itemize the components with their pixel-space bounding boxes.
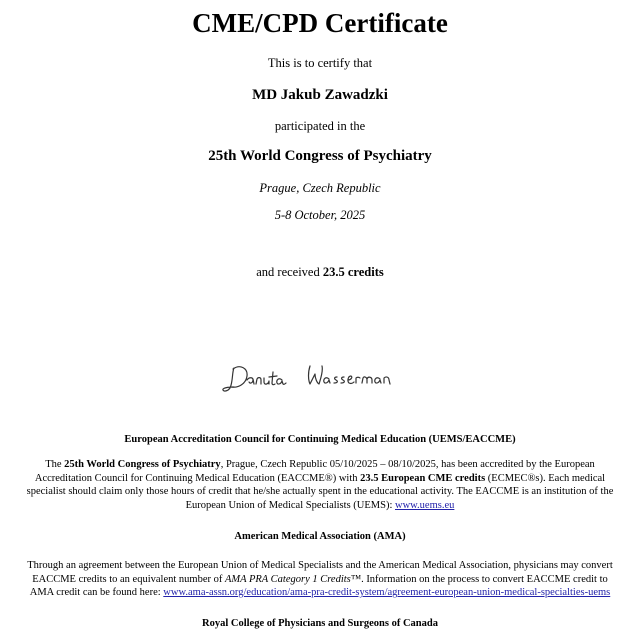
event-dates: 5-8 October, 2025 <box>274 208 366 222</box>
eaccme-paragraph <box>12 458 628 512</box>
ama-line-2-suffix: . Information on the process to convert EACCME credit to <box>361 573 608 585</box>
ama-line-2-prefix: EACCME credits to an equivalent number of <box>32 573 225 585</box>
eaccme-line-4 <box>12 499 628 513</box>
ama-line-3-prefix: AMA credit can be found here: <box>29 587 164 599</box>
ama-line-1: Through an agreement between the European Union of Medical Specialists and the American Medical Association, physicians may convert <box>27 560 613 571</box>
eaccme-line-2-prefix: Accreditation Council for Continuing Medical Education (EACCME®) with <box>34 472 361 484</box>
recipient-name: MD Jakub Zawadzki <box>252 87 388 103</box>
uems-link[interactable]: www.uems.eu <box>394 499 455 511</box>
eaccme-heading: European Accreditation Council for Continuing Medical Education (UEMS/EACCME) <box>124 434 516 445</box>
event-location: Prague, Czech Republic <box>259 181 381 195</box>
eaccme-line-1-suffix: , Prague, Czech Republic 05/10/2025 – 08/10/2025, has been accredited by the European <box>220 459 595 470</box>
ama-credits-name: AMA PRA Category 1 Credits™ <box>224 573 362 585</box>
eaccme-line-1 <box>12 458 628 472</box>
ama-line-2 <box>12 573 628 587</box>
participated-text: participated in the <box>274 119 366 133</box>
certificate-title: CME/CPD Certificate <box>192 8 448 38</box>
eaccme-line-4-prefix: European Union of Medical Specialists (UEMS): <box>185 499 395 511</box>
ama-heading: American Medical Association (AMA) <box>234 531 406 542</box>
eaccme-credits: 23.5 European CME credits <box>360 472 486 484</box>
eaccme-event-name: 25th World Congress of Psychiatry <box>64 459 221 470</box>
eaccme-line-2-suffix: (ECMEC®s). Each medical <box>485 472 606 484</box>
ama-paragraph <box>12 559 628 600</box>
eaccme-line-3: specialist should claim only those hours of credit that he/she actually spent in the educational activity. The EACCME is an institution of the <box>26 486 614 498</box>
ama-line-3 <box>12 586 628 600</box>
ama-link[interactable]: www.ama-assn.org/education/ama-pra-credit-system/agreement-european-union-medical-specialties-uems <box>163 587 611 599</box>
eaccme-line-1-prefix: The <box>45 459 65 470</box>
credits-prefix: and received <box>256 265 323 279</box>
credits-statement <box>0 264 640 280</box>
signature-image <box>222 360 432 396</box>
credits-value: 23.5 credits <box>322 265 384 279</box>
rcps-heading: Royal College of Physicians and Surgeons of Canada <box>202 618 438 629</box>
certify-text: This is to certify that <box>267 56 373 70</box>
event-name: 25th World Congress of Psychiatry <box>208 148 432 164</box>
eaccme-line-2 <box>12 472 628 486</box>
